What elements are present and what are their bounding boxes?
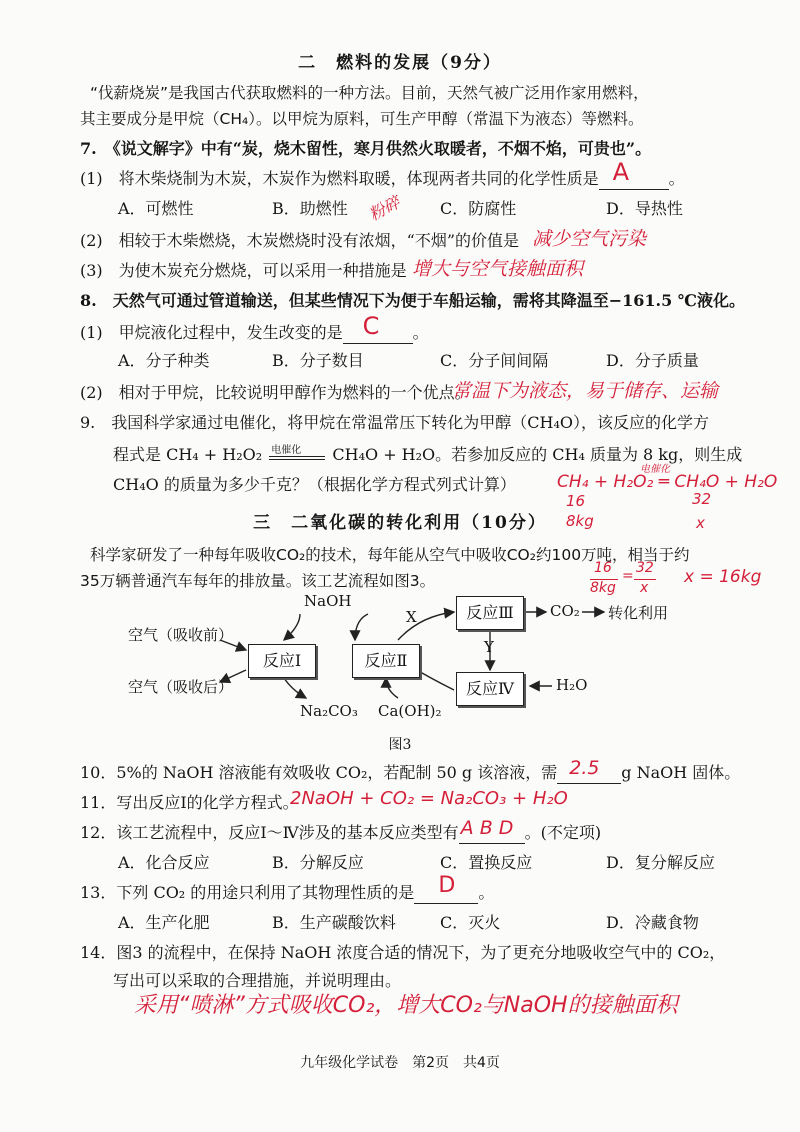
- q13-option-c: C．灭火: [440, 913, 501, 932]
- h2o-label: H₂O: [556, 676, 588, 694]
- q13-text: 13．下列 CO₂ 的用途只利用了其物理性质的是: [80, 883, 415, 902]
- q11-text: 11．写出反应Ⅰ的化学方程式。: [80, 793, 299, 812]
- q12-answer: A B D: [460, 817, 514, 839]
- q13-blank[interactable]: [414, 873, 478, 904]
- q7-part1-blank[interactable]: [599, 158, 669, 190]
- reaction-2-box: 反应Ⅱ: [352, 644, 420, 678]
- page-footer: 九年级化学试卷 第2页 共4页: [300, 1055, 500, 1071]
- x-label: X: [406, 608, 417, 626]
- q7-option-b: B．助燃性: [272, 199, 348, 218]
- air-before-label: 空气（吸收前）: [128, 626, 234, 644]
- q10-answer: 2.5: [569, 757, 600, 779]
- q7-part1-text: (1) 将木柴烧制为木炭，木炭作为燃料取暖，体现两者共同的化学性质是: [80, 169, 599, 188]
- figure-3-caption: 图3: [388, 737, 412, 753]
- q8-part1-text: (1) 甲烷液化过程中，发生改变的是: [80, 323, 343, 342]
- q10-tail: g NaOH 固体。: [621, 763, 741, 782]
- reaction-3-box: 反应Ⅲ: [456, 596, 524, 630]
- handwritten-note-fensui: 粉碎: [365, 192, 404, 225]
- q13-tail: 。: [478, 883, 495, 902]
- q8-option-c: C．分子间间隔: [440, 351, 549, 370]
- q12-option-d: D．复分解反应: [606, 853, 715, 872]
- q12-blank[interactable]: [459, 817, 525, 844]
- q10-text: 10．5%的 NaOH 溶液能有效吸收 CO₂，若配制 50 g 该溶液，需: [80, 763, 558, 782]
- section-2-title: 二 燃料的发展（9分）: [298, 53, 502, 73]
- q8-option-d: D．分子质量: [606, 351, 699, 370]
- q8-part1-blank[interactable]: [343, 312, 413, 344]
- q9-reaction-arrow: [267, 444, 327, 466]
- caoh2-label: Ca(OH)₂: [378, 702, 442, 720]
- q13-option-a: A．生产化肥: [118, 913, 210, 932]
- section-3-intro-line2: 35万辆普通汽车每年的排放量。该工艺流程如图3。: [80, 572, 436, 590]
- naoh-label: NaOH: [304, 592, 352, 610]
- q7-part3: (3) 为使木炭充分燃烧，可以采用一种措施是: [80, 261, 407, 280]
- section-3-intro-line1: 科学家研发了一种每年吸收CO₂的技术，每年能从空气中吸收CO₂约100万吨，相当于约: [90, 546, 690, 564]
- y-label: Y: [484, 638, 494, 656]
- q13-answer: D: [438, 873, 456, 898]
- q10-blank[interactable]: [557, 757, 621, 784]
- q8-option-a: A．分子种类: [118, 351, 210, 370]
- q9-line3: CH₄O 的质量为多少千克？（根据化学方程式列式计算）: [113, 475, 516, 494]
- q9-hw-result: x = 16kg: [684, 567, 762, 587]
- q9-condition: 电催化: [271, 445, 302, 456]
- q14-line1: 14．图3 的流程中，在保持 NaOH 浓度合适的情况下，为了更充分地吸收空气中的 CO₂，: [80, 943, 726, 962]
- q9-hw-mass-ch4: 16: [566, 492, 586, 510]
- q14-answer: 采用“喷淋”方式吸收CO₂，增大CO₂与NaOH的接触面积: [134, 993, 678, 1018]
- q13-option-b: B．生产碳酸饮料: [272, 913, 396, 932]
- q9-hw-unknown: x: [696, 514, 705, 532]
- q7-option-a: A．可燃性: [118, 199, 194, 218]
- q9-hw-ratio-den2: x: [640, 580, 649, 596]
- q9-hw-given-mass: 8kg: [566, 512, 594, 530]
- q13-option-d: D．冷藏食物: [606, 913, 699, 932]
- conversion-use-label: 转化利用: [608, 604, 669, 622]
- q7-part3-answer: 增大与空气接触面积: [412, 258, 584, 280]
- q7-option-d: D．导热性: [606, 199, 683, 218]
- air-after-label: 空气（吸收后）: [128, 678, 234, 696]
- co2-label: CO₂: [550, 602, 580, 620]
- q9-hw-equation: CH₄ + H₂O₂ ═ CH₄O + H₂O: [557, 472, 778, 492]
- q9-hw-ratio-den1: 8kg: [590, 580, 616, 596]
- q8-part1: (1) 甲烷液化过程中，发生改变的是 C 。: [80, 312, 429, 342]
- q12-tail: 。(不定项): [524, 823, 602, 842]
- flow-diagram: [0, 590, 800, 730]
- q8-stem: 8. 天然气可通过管道输送，但某些情况下为便于车船运输，需将其降温至−161.5 ℃液化。: [80, 291, 745, 310]
- q12: [80, 817, 602, 844]
- q7-part2-answer: 减少空气污染: [532, 228, 647, 250]
- section-2-intro-line1: “伐薪烧炭”是我国古代获取燃料的一种方法。目前，天然气被广泛用作家用燃料，: [90, 84, 649, 102]
- reaction-1-box: 反应Ⅰ: [248, 644, 316, 678]
- q9-hw-ratio-num2: 32: [636, 560, 654, 576]
- q9-hw-ratio: 16 8kg = 32 x: [590, 560, 660, 610]
- na2co3-label: Na₂CO₃: [300, 702, 358, 720]
- reaction-4-box: 反应Ⅳ: [456, 672, 524, 706]
- q9-hw-mass-ch4o: 32: [692, 490, 712, 508]
- q7-option-c: C．防腐性: [440, 199, 517, 218]
- q8-part2: (2) 相对于甲烷，比较说明甲醇作为燃料的一个优点。: [80, 383, 471, 402]
- q9-hw-condition: 电催化: [640, 464, 670, 475]
- q9-line1: 9. 我国科学家通过电催化，将甲烷在常温常压下转化为甲醇（CH₄O），该反应的化学方: [80, 413, 709, 432]
- q7-stem: 7. 《说文解字》中有“炭，烧木留性，寒月供然火取暖者，不烟不焰，可贵也”。: [80, 139, 652, 158]
- q12-option-c: C．置换反应: [440, 853, 533, 872]
- q9-hw-ratio-num1: 16: [594, 560, 612, 576]
- q13: [80, 873, 495, 904]
- section-2-intro-line2: 其主要成分是甲烷（CH₄）。以甲烷为原料，可生产甲醇（常温下为液态）等燃料。: [80, 110, 644, 128]
- q8-part2-answer: 常温下为液态，易于储存、运输: [452, 380, 719, 402]
- q12-text: 12．该工艺流程中，反应Ⅰ～Ⅳ涉及的基本反应类型有: [80, 823, 459, 842]
- q10: [80, 757, 741, 784]
- q7-part1-answer: A: [612, 158, 630, 186]
- q12-option-a: A．化合反应: [118, 853, 210, 872]
- section-3-title: 三 二氧化碳的转化利用（10分）: [253, 513, 547, 533]
- q7-part2: (2) 相较于木柴燃烧，木炭燃烧时没有浓烟，“不烟”的价值是: [80, 231, 520, 250]
- q8-option-b: B．分子数目: [272, 351, 364, 370]
- q8-part1-answer: C: [362, 312, 380, 340]
- q11-answer: 2NaOH + CO₂ = Na₂CO₃ + H₂O: [290, 788, 568, 809]
- q9-eq-left: 程式是 CH₄ + H₂O₂: [113, 445, 263, 464]
- q12-option-b: B．分解反应: [272, 853, 364, 872]
- q7-part1: (1) 将木柴烧制为木炭，木炭作为燃料取暖，体现两者共同的化学性质是 A 。: [80, 158, 685, 188]
- q14-line2: 写出可以采取的合理措施，并说明理由。: [113, 971, 402, 990]
- q9-eq-right: CH₄O + H₂O。若参加反应的 CH₄ 质量为 8 kg，则生成: [332, 445, 743, 464]
